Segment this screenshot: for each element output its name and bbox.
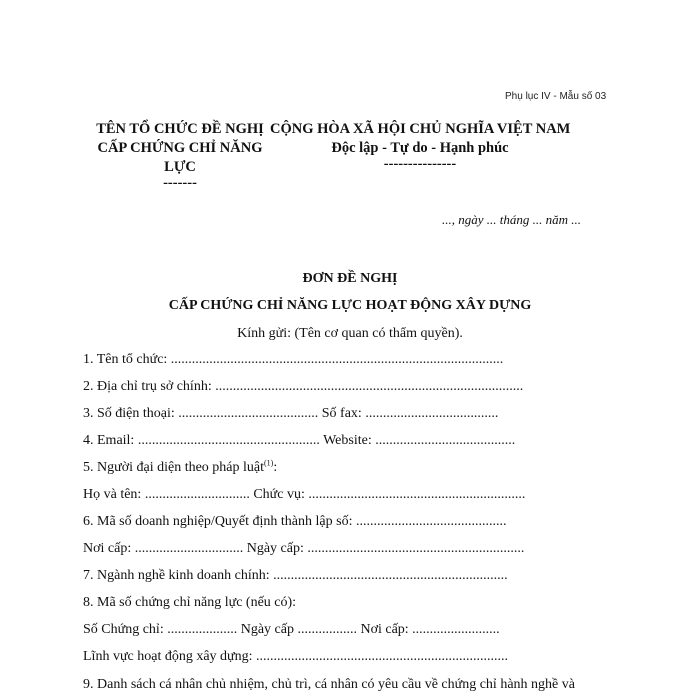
footnote-marker: (1) bbox=[264, 458, 274, 468]
field-construction-activity: Lĩnh vực hoạt động xây dựng: ........................................................................ bbox=[83, 649, 509, 664]
nation-name: CỘNG HÒA XÃ HỘI CHỦ NGHĨA VIỆT NAM bbox=[270, 121, 571, 137]
field-personnel-list: 9. Danh sách cá nhân chủ nhiệm, chủ trì, cá nhân có yêu cầu về chứng chỉ hành nghề và bbox=[83, 677, 575, 692]
organization-heading bbox=[80, 120, 280, 189]
field-phone-fax: 3. Số điện thoại: ........................................ Số fax: ...................................... bbox=[83, 406, 499, 421]
nation-motto: Độc lập - Tự do - Hạnh phúc bbox=[331, 140, 509, 156]
field-headquarters-address: 2. Địa chỉ trụ sở chính: ........................................................................................ bbox=[83, 379, 524, 394]
field-email-website: 4. Email: .................................................... Website: ........................................ bbox=[83, 433, 516, 448]
date-line: ..., ngày ... tháng ... năm ... bbox=[442, 212, 582, 227]
appendix-label: Phụ lục IV - Mẫu số 03 bbox=[505, 91, 607, 102]
nation-divider: --------------- bbox=[383, 156, 457, 172]
legal-representative-label: 5. Người đại diện theo pháp luật bbox=[83, 460, 265, 475]
field-enterprise-code: 6. Mã số doanh nghiệp/Quyết định thành lập số: ........................................... bbox=[83, 514, 507, 529]
organization-name: TÊN TỔ CHỨC ĐỀ NGHỊ CẤP CHỨNG CHỈ NĂNG LỰC bbox=[96, 121, 264, 175]
national-heading bbox=[270, 120, 570, 170]
field-certificate-details: Số Chứng chỉ: .................... Ngày cấp ................. Nơi cấp: ......................... bbox=[83, 622, 500, 637]
legal-representative-colon: : bbox=[273, 460, 278, 475]
organization-divider: ------- bbox=[163, 175, 197, 191]
recipient-line: Kính gửi: (Tên cơ quan có thẩm quyền). bbox=[237, 326, 463, 341]
field-name-position: Họ và tên: .............................. Chức vụ: .............................................................. bbox=[83, 487, 526, 502]
field-legal-representative bbox=[83, 460, 277, 476]
field-certificate-code: 8. Mã số chứng chỉ năng lực (nếu có): bbox=[83, 595, 297, 610]
field-main-business: 7. Ngành nghề kinh doanh chính: ................................................................... bbox=[83, 568, 508, 583]
field-issue-place-date: Nơi cấp: ............................... Ngày cấp: .............................................................. bbox=[83, 541, 525, 556]
document-subtitle: CẤP CHỨNG CHỈ NĂNG LỰC HOẠT ĐỘNG XÂY DỰNG bbox=[168, 298, 532, 313]
field-organization-name: 1. Tên tổ chức: ............................................................................................... bbox=[83, 352, 504, 367]
document-title: ĐƠN ĐỀ NGHỊ bbox=[302, 271, 398, 286]
